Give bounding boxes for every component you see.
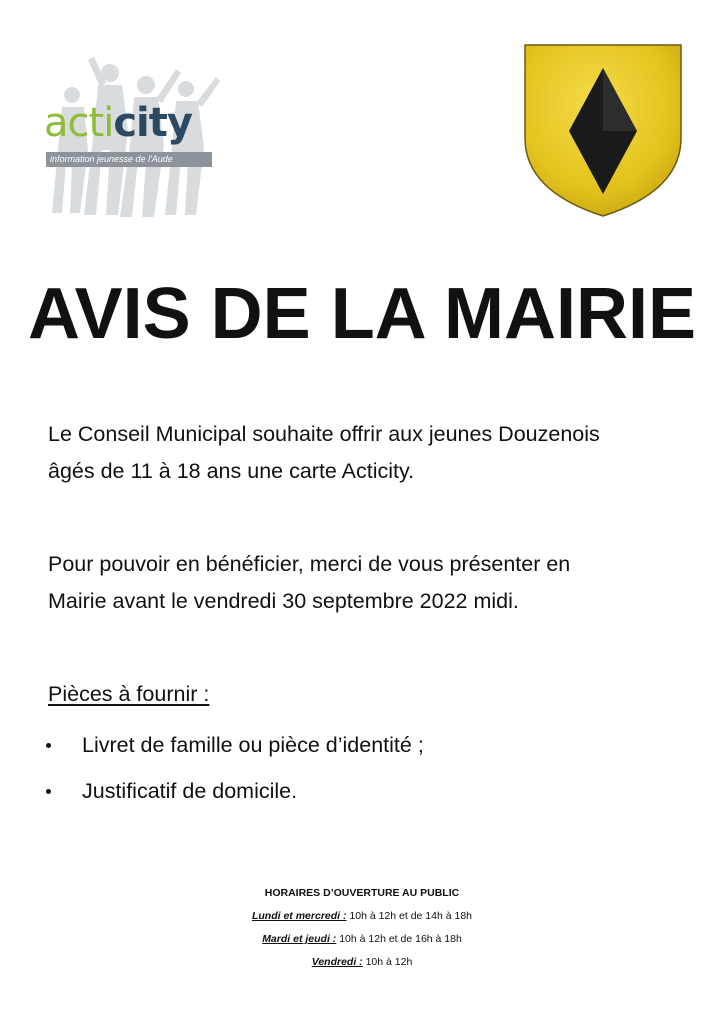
list-item-text: Livret de famille ou pièce d’identité ; <box>82 733 424 757</box>
coat-of-arms <box>523 43 683 218</box>
hours-day: Lundi et mercredi : <box>251 910 347 922</box>
logo-word-acti: acti <box>44 100 114 146</box>
hours-time: 10h à 12h <box>362 956 413 968</box>
documents-list <box>44 722 664 814</box>
hours-row <box>0 905 724 928</box>
paragraph-instructions-line-1: Pour pouvoir en bénéficier, merci de vous présenter en <box>48 552 571 576</box>
bullet-icon <box>46 743 51 748</box>
logo-wordmark <box>44 100 192 146</box>
bullet-icon <box>46 789 51 794</box>
hours-time: 10h à 12h et de 16h à 18h <box>336 933 462 945</box>
list-item <box>44 722 664 768</box>
opening-hours-title: HORAIRES D’OUVERTURE AU PUBLIC <box>264 887 460 899</box>
paragraph-offer <box>48 416 688 490</box>
paragraph-instructions-line-2: Mairie avant le vendredi 30 septembre 2022 midi. <box>48 589 519 613</box>
documents-heading: Pièces à fournir : <box>48 682 210 706</box>
paragraph-offer-line-2: âgés de 11 à 18 ans une carte Acticity. <box>48 459 415 483</box>
acticity-logo <box>40 55 230 220</box>
list-item-text: Justificatif de domicile. <box>82 779 298 803</box>
hours-row <box>0 951 724 974</box>
hours-day: Vendredi : <box>311 956 363 968</box>
logo-word-city: city <box>113 100 192 146</box>
page-title: AVIS DE LA MAIRIE <box>27 274 697 354</box>
logo-tagline: information jeunesse de l'Aude <box>46 152 212 167</box>
hours-day: Mardi et jeudi : <box>262 933 337 945</box>
shield-with-lozenge-icon <box>523 43 683 218</box>
list-item <box>44 768 664 814</box>
paragraph-instructions <box>48 546 688 620</box>
paragraph-offer-line-1: Le Conseil Municipal souhaite offrir aux jeunes Douzenois <box>48 422 600 446</box>
hours-time: 10h à 12h et de 14h à 18h <box>346 910 473 922</box>
hours-row <box>0 928 724 951</box>
opening-hours <box>0 882 724 974</box>
